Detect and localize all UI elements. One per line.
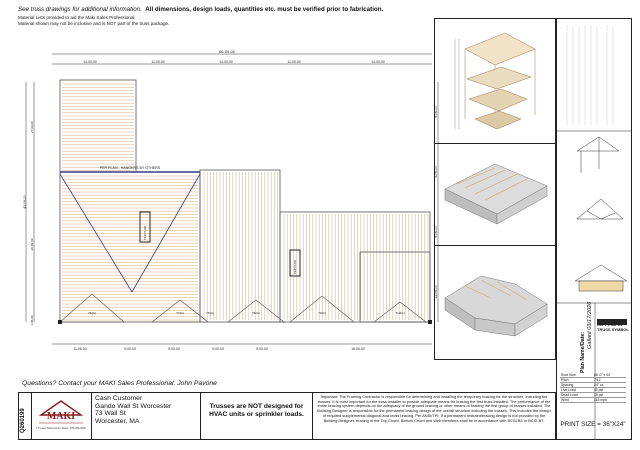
truss-label: T5(G) xyxy=(206,311,214,315)
header-note-bold: All dimensions, design loads, quantities etc. must be verified prior to fabrication. xyxy=(145,6,384,13)
left-end-label: LEFT END OF TRUSS SYMBOL xyxy=(597,322,629,332)
truss-label: T7(G) xyxy=(176,311,184,315)
title-block xyxy=(18,392,556,440)
customer-line-1: Cash Customer xyxy=(95,395,143,402)
dim-bottom-segment: 16-06-00 xyxy=(351,347,365,351)
legal-notice: Important: The Framing Contractor is responsible for determining and installing the temporary bracing for the structure, including the trusses. It is most important for the truss installer to provide adequate means for bracing the first truss installed. The performance of the entire bracing system depends on the adequacy of the ground bracing or other means of bracing the first group of trusses installed. The Building Designer is responsible for the permanent bracing design of the overall structure including the trusses. This includes the design of required supplemental diagonal and cross bracing. Per ANSI/TPI: If a permanent restraint/bracing design is not provided by the Building Designer, bracing of the Top Chord, Bottom Chord and Web Members shall be in accordance with BCSI-B3 or BCSI-B7. xyxy=(317,394,551,423)
header-note xyxy=(18,6,383,13)
header-note-italic: See truss drawings for additional information. xyxy=(18,6,142,13)
dim-top-segment: 14-00-00 xyxy=(219,60,233,64)
dim-top-segment: 11-00-00 xyxy=(151,60,165,64)
spec-cell: Live Load xyxy=(560,388,593,393)
header-note-line3: Material shown may not be inclusive and is NOT part of the truss package. xyxy=(18,21,170,26)
dim-top-segment: 11-00-00 xyxy=(287,60,301,64)
dim-bottom-segment: 9-00-00 xyxy=(256,347,268,351)
questions-line: Questions? Contact your MAKI Sales Professional: John Pavone xyxy=(22,380,217,387)
dim-right-segment: 9-06-00 xyxy=(434,166,438,178)
dim-bottom-segment: 11-06-00 xyxy=(73,347,87,351)
dim-left-segment: 20-09-00 xyxy=(30,238,34,251)
customer-line-2: Gando Wall St Worcester xyxy=(95,402,172,410)
warning-line-1: Trusses are NOT designed for xyxy=(209,403,304,410)
plan-name-label: Plan Name/Date: xyxy=(580,332,586,373)
truss-label: T10(G) xyxy=(395,311,405,315)
spec-cell: Pitch xyxy=(560,378,593,383)
dim-bottom-segment: 9-00-00 xyxy=(124,347,136,351)
specs-table-wrap xyxy=(560,373,626,403)
warning-line-2: HVAC units or sprinkler loads. xyxy=(209,411,304,418)
spec-cell: 115 mph xyxy=(593,398,626,403)
dim-left-total: 43-09-00 xyxy=(23,195,27,209)
render-3d-view xyxy=(435,144,555,244)
truss-label: T6(G) xyxy=(88,311,96,315)
spec-cell: 66'-0" x 43' xyxy=(593,373,626,378)
dim-left-segment: 27-09-00 xyxy=(30,120,34,134)
spec-cell: 24" oc xyxy=(593,383,626,388)
dim-top-segment: 14-00-00 xyxy=(371,60,385,64)
logo-address: 77 Lowe Street Acton, Mass. 978-264-0000 xyxy=(36,427,86,430)
dim-right-segment: 9-06-00 xyxy=(434,226,438,238)
dim-top-segment: 14-00-00 xyxy=(83,60,97,64)
spec-cell: Spacing xyxy=(560,383,593,388)
customer-line-3: 73 Wall St xyxy=(95,410,126,418)
dim-bottom-segment: 9-00-00 xyxy=(212,347,224,351)
customer-line-4: Worcester, MA xyxy=(95,417,140,425)
spec-cell: 15 psf xyxy=(593,393,626,398)
spec-row xyxy=(560,398,626,403)
render-roof-view xyxy=(435,246,555,358)
info-column xyxy=(556,18,632,440)
spec-cell: 7/12 xyxy=(593,378,626,383)
dim-top-total: 66-00-00 xyxy=(218,49,236,54)
render-column xyxy=(434,18,556,360)
dim-left-segment: 1-05-00 xyxy=(30,315,34,326)
logo-text: MAKI xyxy=(46,411,76,422)
spec-cell: 40 psf xyxy=(593,388,626,393)
company-logo xyxy=(31,393,91,439)
dim-bottom-segment: 9-00-00 xyxy=(168,347,180,351)
job-number: Q260199 xyxy=(20,408,26,433)
header-note-line2: Material Lists provided to aid the Maki Sales Professional. xyxy=(18,15,136,20)
spec-cell: Wind xyxy=(560,398,593,403)
truss-label: T9(G) xyxy=(318,311,326,315)
dim-right-segment: 13-06-00 xyxy=(434,285,438,299)
spec-cell: Roof Size xyxy=(560,373,593,378)
girder-label-2: PER PLAN xyxy=(293,260,297,274)
customer-cell xyxy=(91,393,201,439)
truss-label: T8(G) xyxy=(252,311,260,315)
specs-table xyxy=(560,373,626,403)
print-size: PRINT SIZE = 36"X24" xyxy=(560,421,626,428)
spec-cell: Dead Load xyxy=(560,393,593,398)
dim-right-segment: 9-06-00 xyxy=(434,106,438,118)
logo-cell xyxy=(31,393,92,439)
girder-label-1: PER PLAN xyxy=(143,226,147,240)
hip-label: PER PLAN - HANGERS BY OTHERS xyxy=(99,166,161,170)
warning-cell xyxy=(201,393,313,439)
truss-layout-plan xyxy=(22,49,442,372)
plan-name-value: Gallant 03/17/2026 xyxy=(587,301,593,349)
